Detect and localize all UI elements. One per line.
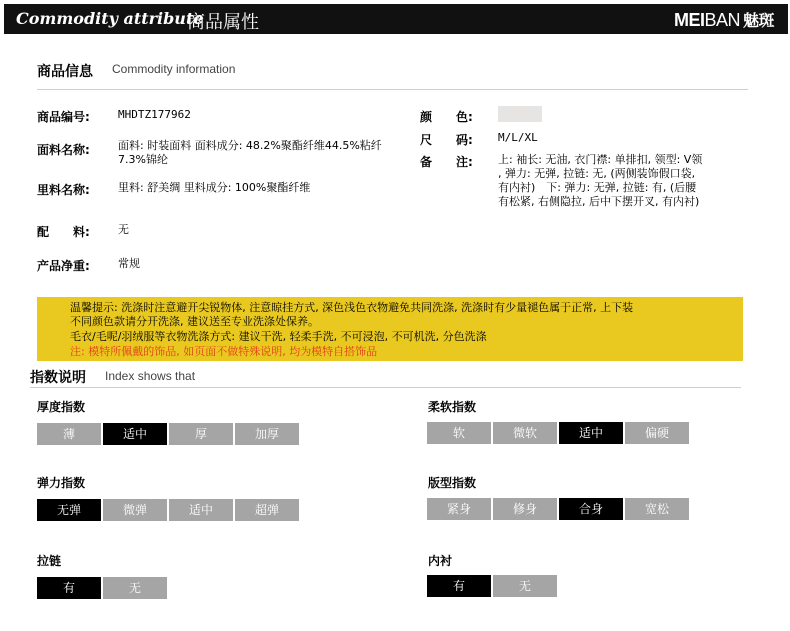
notice-line: 不同颜色款请分开洗涤, 建议送至专业洗涤处保养。 — [70, 315, 319, 328]
accessory-label: 配 料: — [37, 225, 90, 239]
size-label: 尺 码: — [420, 133, 473, 147]
header-en-title: Commodity attribute — [16, 9, 204, 28]
fit-option: 合身 — [559, 498, 623, 520]
fabric-value-line2: 7.3%锦纶 — [118, 153, 168, 166]
softness-index-scale — [427, 422, 691, 444]
index-divider — [30, 387, 741, 388]
elasticity-index-title: 弹力指数 — [37, 476, 86, 490]
fit-option: 修身 — [493, 498, 557, 520]
lining-index-title: 内衬 — [428, 554, 453, 568]
info-divider — [37, 89, 748, 90]
fit-index-title: 版型指数 — [428, 476, 477, 490]
notice-line: 温馨提示: 洗涤时注意避开尖锐物体, 注意晾挂方式, 深色浅色衣物避免共同洗涤, 洗涤时有少量褪色属于正常, 上下装 — [70, 301, 634, 314]
index-section-subtitle: Index shows that — [105, 369, 196, 383]
zipper-option: 无 — [103, 577, 167, 599]
note-line: , 弹力: 无弹, 拉链: 无, (两侧装饰假口袋, — [498, 167, 696, 180]
zipper-index-scale — [37, 577, 169, 599]
note-line: 有内衬) 下: 弹力: 无弹, 拉链: 有, (后腰 — [498, 181, 697, 194]
thickness-index-scale — [37, 423, 301, 445]
lining-value: 里料: 舒美绸 里料成分: 100%聚酯纤维 — [118, 181, 311, 194]
lining-index-scale — [427, 575, 559, 597]
code-value: MHDTZ177962 — [118, 108, 191, 121]
thickness-option: 厚 — [169, 423, 233, 445]
softness-index-title: 柔软指数 — [428, 400, 477, 414]
notice-line: 毛衣/毛呢/羽绒服等衣物洗涤方式: 建议干洗, 轻柔手洗, 不可浸泡, 不可机洗, 分色洗涤 — [70, 330, 487, 343]
note-line: 有松紧, 右侧隐拉, 后中下摆开叉, 有内衬) — [498, 195, 700, 208]
note-line: 上: 袖长: 无油, 衣门襟: 单排扣, 领型: V领 — [498, 153, 703, 166]
elasticity-option: 微弹 — [103, 499, 167, 521]
zipper-option: 有 — [37, 577, 101, 599]
lining-option: 有 — [427, 575, 491, 597]
thickness-option: 适中 — [103, 423, 167, 445]
fabric-value-line1: 面料: 时装面料 面料成分: 48.2%聚酯纤维44.5%粘纤 — [118, 139, 382, 152]
softness-option: 适中 — [559, 422, 623, 444]
fit-option: 紧身 — [427, 498, 491, 520]
fit-index-scale — [427, 498, 691, 520]
size-value: M/L/XL — [498, 131, 538, 144]
elasticity-option: 适中 — [169, 499, 233, 521]
notice-red-line: 注: 模特所佩戴的饰品, 如页面不做特殊说明, 均为模特自搭饰品 — [70, 345, 378, 358]
color-swatch — [498, 106, 542, 122]
accessory-value: 无 — [118, 223, 129, 236]
header-bar — [4, 4, 788, 34]
thickness-index-title: 厚度指数 — [37, 400, 86, 414]
elasticity-option: 超弹 — [235, 499, 299, 521]
elasticity-index-scale — [37, 499, 301, 521]
softness-option: 软 — [427, 422, 491, 444]
fabric-label: 面料名称: — [37, 143, 90, 157]
lining-option: 无 — [493, 575, 557, 597]
note-label: 备 注: — [420, 155, 473, 169]
lining-label: 里料名称: — [37, 183, 90, 197]
elasticity-option: 无弹 — [37, 499, 101, 521]
weight-label: 产品净重: — [37, 259, 90, 273]
thickness-option: 加厚 — [235, 423, 299, 445]
zipper-index-title: 拉链 — [37, 554, 62, 568]
care-notice — [37, 297, 743, 361]
code-label: 商品编号: — [37, 110, 90, 124]
header-cn-title: 商品属性 — [187, 12, 259, 33]
info-section-title: 商品信息 — [37, 64, 93, 80]
softness-option: 微软 — [493, 422, 557, 444]
info-section-subtitle: Commodity information — [112, 62, 236, 76]
softness-option: 偏硬 — [625, 422, 689, 444]
index-section-title: 指数说明 — [30, 370, 86, 386]
brand-logo: MEIBAN 魅斑 — [673, 10, 774, 30]
thickness-option: 薄 — [37, 423, 101, 445]
weight-value: 常规 — [118, 257, 140, 270]
color-label: 颜 色: — [420, 110, 473, 124]
fit-option: 宽松 — [625, 498, 689, 520]
